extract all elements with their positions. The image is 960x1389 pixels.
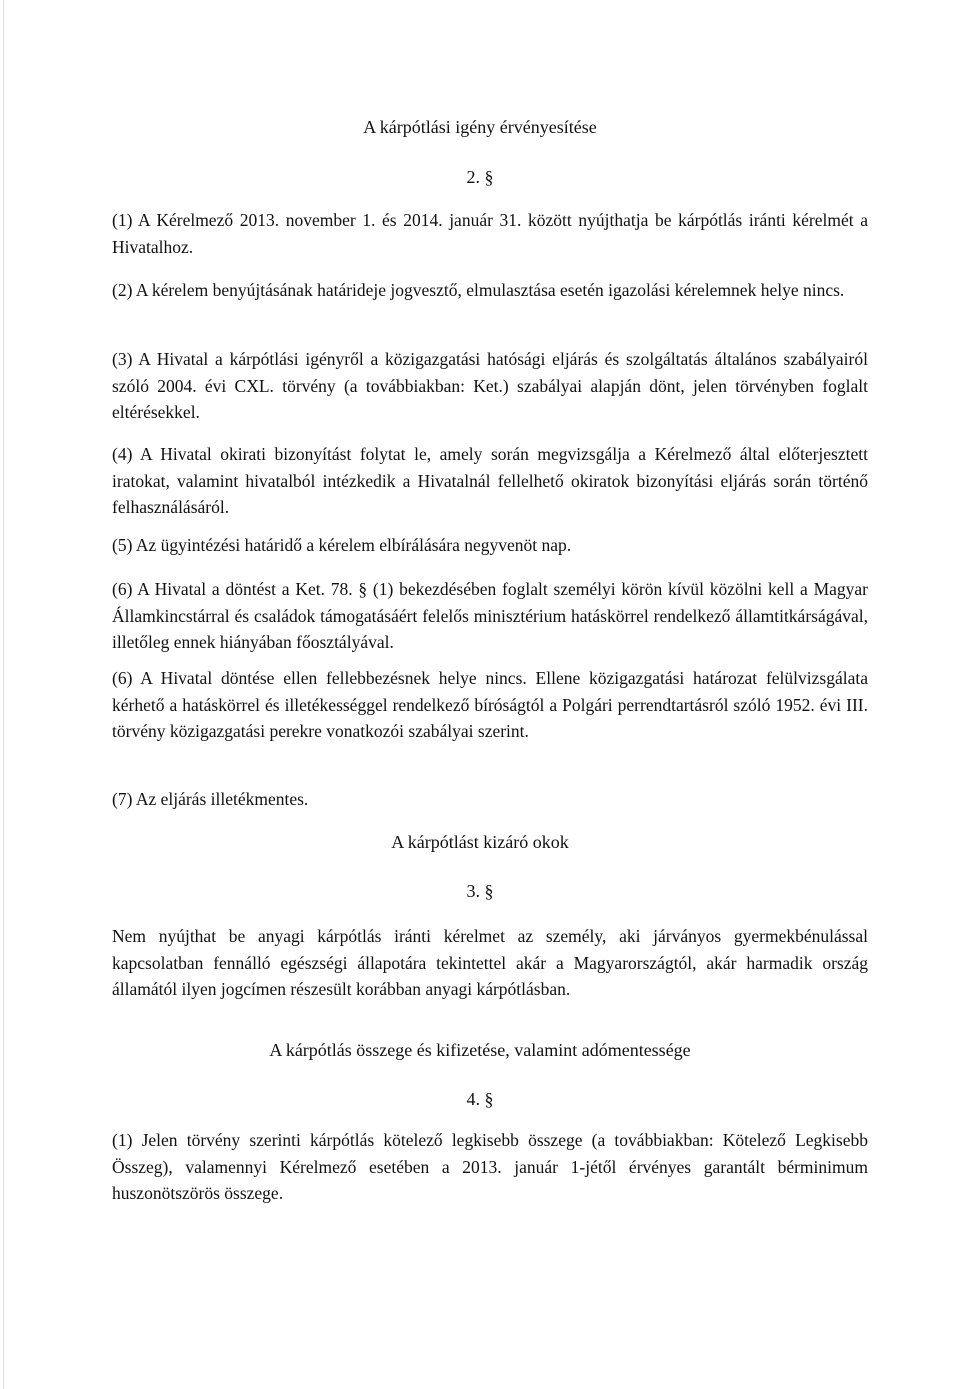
paragraph: Nem nyújthat be anyagi kárpótlás iránti kérelmet az személy, aki járványos gyermekbénulással kapcsolatban fennálló egészségi állapotára tekintettel akár a Magyarországtól, akár harmadik ország államától ilyen jogcímen részesült korábban anyagi kárpótlásban.	[112, 926, 868, 999]
paragraph: (1) A Kérelmező 2013. november 1. és 2014. január 31. között nyújthatja be kárpótlás iránti kérelmét a Hivatalhoz.	[112, 210, 868, 257]
section-title: A kárpótlási igény érvényesítése	[363, 117, 597, 137]
section-number: 3. §	[466, 881, 494, 901]
section-number: 4. §	[466, 1089, 494, 1109]
paragraph: (6) A Hivatal a döntést a Ket. 78. § (1) bekezdésében foglalt személyi körön kívül közölni kell a Magyar Államkincstárral és családok támogatásáért felelős minisztérium hatáskörrel rendelkező államtitkárságával, illetőleg ennek hiányában főosztályával.	[112, 579, 868, 652]
paragraph: (3) A Hivatal a kárpótlási igényről a közigazgatási hatósági eljárás és szolgáltatás általános szabályairól szóló 2004. évi CXL. törvény (a továbbiakban: Ket.) szabályai alapján dönt, jelen törvényben foglalt eltérésekkel.	[112, 349, 868, 422]
paragraph: (6) A Hivatal döntése ellen fellebbezésnek helye nincs. Ellene közigazgatási határozat felülvizsgálata kérhető a hatáskörrel és illetékességgel rendelkező bíróságtól a Polgári perrendtartásról szóló 1952. évi III. törvény közigazgatási perekre vonatkozói szabályai szerint.	[112, 668, 868, 741]
paragraph: (2) A kérelem benyújtásának határideje jogvesztő, elmulasztása esetén igazolási kérelemnek helye nincs.	[112, 280, 845, 300]
scan-edge-line	[3, 0, 4, 1389]
paragraph: (1) Jelen törvény szerinti kárpótlás kötelező legkisebb összege (a továbbiakban: Kötelező Legkisebb Összeg), valamennyi Kérelmező esetében a 2013. január 1-jétől érvényes garantált bérminimum huszonötszörös összege.	[112, 1130, 868, 1203]
section-number: 2. §	[466, 167, 494, 187]
paragraph: (7) Az eljárás illetékmentes.	[112, 789, 309, 809]
paragraph: (5) Az ügyintézési határidő a kérelem elbírálására negyvenöt nap.	[112, 535, 572, 555]
paragraph: (4) A Hivatal okirati bizonyítást folytat le, amely során megvizsgálja a Kérelmező által előterjesztett iratokat, valamint hivatalból intézkedik a Hivatalnál fellelhető okiratok bizonyítási eljárás során történő felhasználásáról.	[112, 444, 868, 517]
section-title: A kárpótlás összege és kifizetése, valamint adómentessége	[269, 1040, 691, 1060]
section-title: A kárpótlást kizáró okok	[391, 832, 569, 852]
